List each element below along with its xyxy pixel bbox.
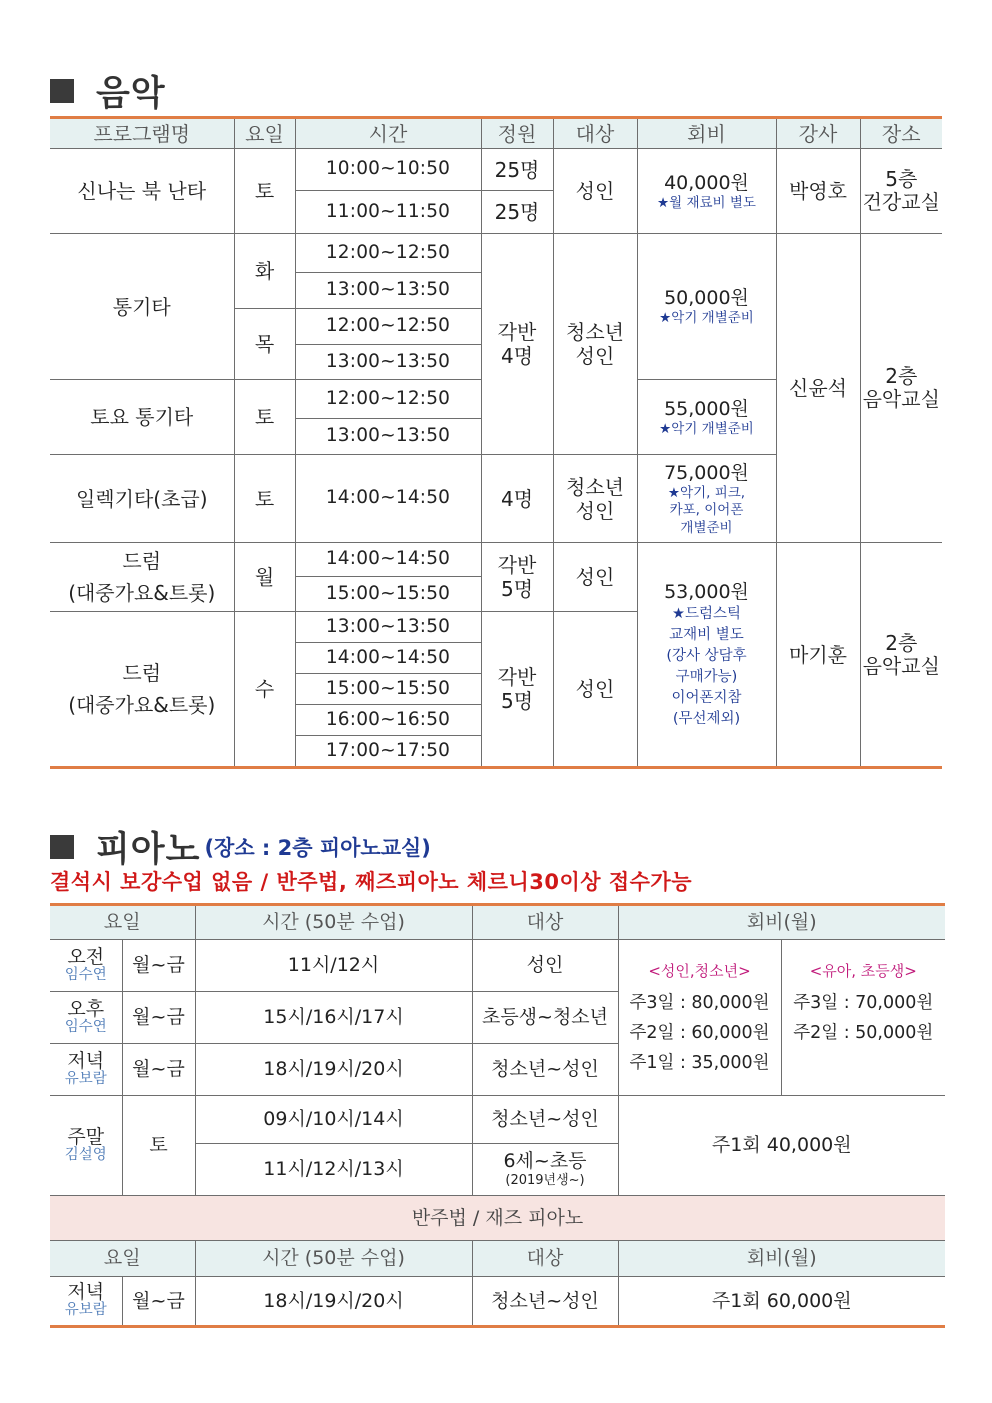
program-day: 토: [234, 380, 295, 455]
jazz-title: 반주법 / 재즈 피아노: [50, 1196, 945, 1241]
program-time: 11:00~11:50: [295, 191, 481, 234]
table-row: [50, 543, 942, 577]
time-cell: 11시/12시/13시: [195, 1144, 472, 1196]
slot-label: 주말: [67, 1125, 105, 1148]
square-bullet-icon: [50, 835, 74, 859]
jazz-header-row: [50, 1241, 945, 1277]
col-header-time: 시간: [295, 118, 481, 149]
fee-note: ★드럼스틱 교재비 별도 (강사 상담후 구매가능) 이어폰지참 (무선제외): [666, 605, 747, 727]
program-name: 일렉기타(초급): [50, 455, 234, 543]
teacher-name: 임수연: [64, 966, 107, 983]
program-teacher: 신윤석: [776, 234, 860, 543]
table-row: [50, 940, 945, 992]
time-cell: 09시/10시/14시: [195, 1096, 472, 1144]
program-capacity: 각반 4명: [481, 234, 553, 455]
program-capacity: 25명: [481, 149, 553, 191]
music-header-row: [50, 118, 942, 149]
piano-heading: 피아노: [96, 830, 201, 870]
teacher-name: 유보람: [64, 1070, 107, 1087]
program-name: 신나는 북 난타: [50, 149, 234, 234]
program-fee: [637, 149, 776, 234]
program-target: 성인: [553, 543, 637, 612]
fee-amount: 53,000원: [664, 581, 749, 604]
target-cell: 초등생~청소년: [472, 992, 618, 1044]
music-heading: 음악: [96, 74, 166, 114]
fee-line: 주1일 : 35,000원: [629, 1053, 770, 1074]
col-header-day: 요일: [50, 905, 195, 940]
jazz-title-row: [50, 1196, 945, 1241]
fee-group-prices: [619, 988, 781, 1078]
program-teacher: 박영호: [776, 149, 860, 234]
program-capacity: 각반 5명: [481, 612, 553, 768]
col-header-fee: 회비: [637, 118, 776, 149]
program-time: 13:00~13:50: [295, 419, 481, 455]
col-header-target: 대상: [553, 118, 637, 149]
program-place: 2층 음악교실: [860, 543, 942, 768]
table-row: [50, 149, 942, 191]
program-time: 13:00~13:50: [295, 273, 481, 309]
fee-group-label: <유아, 초등생>: [809, 962, 917, 980]
program-fee: [637, 543, 776, 768]
program-time: 13:00~13:50: [295, 612, 481, 643]
program-time: 12:00~12:50: [295, 234, 481, 273]
fee-group-adult: [618, 940, 781, 1096]
program-time: 16:00~16:50: [295, 705, 481, 736]
program-place: 5층 건강교실: [860, 149, 942, 234]
program-day: 목: [234, 309, 295, 380]
days-cell: 월~금: [122, 1044, 195, 1096]
fee-note: ★월 재료비 별도: [657, 194, 756, 211]
program-time: 13:00~13:50: [295, 345, 481, 380]
program-fee: [637, 455, 776, 543]
program-time: 15:00~15:50: [295, 577, 481, 612]
program-name: 통기타: [50, 234, 234, 380]
program-capacity: 4명: [481, 455, 553, 543]
program-target: 청소년 성인: [553, 234, 637, 455]
program-place: 2층 음악교실: [860, 234, 942, 543]
teacher-name: 임수연: [64, 1018, 107, 1035]
col-header-day: 요일: [50, 1241, 195, 1277]
col-header-time: 시간 (50분 수업): [195, 905, 472, 940]
teacher-name: 유보람: [64, 1302, 107, 1319]
fee-line: 주3일 : 80,000원: [629, 993, 770, 1013]
program-time: 14:00~14:50: [295, 455, 481, 543]
target-cell: [472, 1144, 618, 1196]
program-day: 수: [234, 612, 295, 768]
fee-amount: 40,000원: [664, 171, 749, 194]
program-time: 10:00~10:50: [295, 149, 481, 191]
time-cell: 18시/19시/20시: [195, 1044, 472, 1096]
fee-line: 주2일 : 50,000원: [793, 1023, 934, 1044]
target-label: 6세~초등: [503, 1150, 587, 1173]
fee-note: ★악기, 피크, 카포, 이어폰 개별준비: [667, 485, 746, 536]
slot-cell: [50, 992, 122, 1044]
fee-amount: 50,000원: [664, 287, 749, 310]
program-time: 17:00~17:50: [295, 736, 481, 768]
program-day: 토: [234, 455, 295, 543]
slot-cell: [50, 1044, 122, 1096]
slot-cell: [50, 1277, 122, 1327]
program-time: 14:00~14:50: [295, 543, 481, 577]
program-capacity: 25명: [481, 191, 553, 234]
program-name: 드럼 (대중가요&트롯): [50, 543, 234, 612]
program-target: 성인: [553, 149, 637, 234]
target-cell: 청소년~성인: [472, 1044, 618, 1096]
fee-cell: 주1회 60,000원: [618, 1277, 945, 1327]
program-fee: [637, 234, 776, 380]
program-target: 성인: [553, 612, 637, 768]
music-schedule-table: [50, 116, 942, 769]
fee-amount: 55,000원: [664, 397, 749, 420]
teacher-name: 김설영: [64, 1146, 107, 1163]
program-target: 청소년 성인: [553, 455, 637, 543]
slot-cell: [50, 940, 122, 992]
time-cell: 15시/16시/17시: [195, 992, 472, 1044]
target-cell: 청소년~성인: [472, 1096, 618, 1144]
fee-note: ★악기 개별준비: [659, 420, 754, 437]
col-header-program: 프로그램명: [50, 118, 234, 149]
weekend-fee: 주1회 40,000원: [618, 1096, 945, 1196]
col-header-teacher: 강사: [776, 118, 860, 149]
music-section-title: [50, 66, 166, 116]
fee-group-label: <성인,청소년>: [648, 962, 751, 980]
fee-line: 주2일 : 60,000원: [629, 1023, 770, 1044]
target-note: (2019년생~): [505, 1173, 585, 1189]
program-name: 드럼 (대중가요&트롯): [50, 612, 234, 768]
col-header-day: 요일: [234, 118, 295, 149]
col-header-time: 시간 (50분 수업): [195, 1241, 472, 1277]
program-name: 토요 통기타: [50, 380, 234, 455]
piano-schedule-table: [50, 903, 945, 1328]
table-row: [50, 1096, 945, 1144]
table-row: [50, 1277, 945, 1327]
col-header-capacity: 정원: [481, 118, 553, 149]
program-fee: [637, 380, 776, 455]
program-time: 15:00~15:50: [295, 674, 481, 705]
days-cell: 토: [122, 1096, 195, 1196]
program-time: 12:00~12:50: [295, 380, 481, 419]
fee-group-child: [781, 940, 945, 1096]
program-time: 12:00~12:50: [295, 309, 481, 345]
fee-group-prices: [782, 988, 946, 1048]
slot-cell: [50, 1096, 122, 1196]
time-cell: 18시/19시/20시: [195, 1277, 472, 1327]
piano-place: (장소 : 2층 피아노교실): [204, 836, 431, 860]
slot-label: 저녁: [67, 1281, 105, 1304]
piano-section-title: [50, 822, 431, 872]
time-cell: 11시/12시: [195, 940, 472, 992]
piano-header-row: [50, 905, 945, 940]
slot-label: 오전: [67, 945, 105, 968]
col-header-fee: 회비(월): [618, 905, 945, 940]
slot-label: 오후: [67, 997, 105, 1020]
days-cell: 월~금: [122, 1277, 195, 1327]
days-cell: 월~금: [122, 992, 195, 1044]
program-day: 월: [234, 543, 295, 612]
program-day: 화: [234, 234, 295, 309]
square-bullet-icon: [50, 79, 74, 103]
col-header-fee: 회비(월): [618, 1241, 945, 1277]
program-capacity: 각반 5명: [481, 543, 553, 612]
days-cell: 월~금: [122, 940, 195, 992]
col-header-place: 장소: [860, 118, 942, 149]
program-day: 토: [234, 149, 295, 234]
program-time: 14:00~14:50: [295, 643, 481, 674]
fee-amount: 75,000원: [664, 462, 749, 485]
col-header-target: 대상: [472, 1241, 618, 1277]
col-header-target: 대상: [472, 905, 618, 940]
target-cell: 성인: [472, 940, 618, 992]
program-teacher: 마기훈: [776, 543, 860, 768]
fee-note: ★악기 개별준비: [659, 310, 754, 327]
piano-notice: 결석시 보강수업 없음 / 반주법, 째즈피아노 체르니30이상 접수가능: [50, 870, 692, 894]
target-cell: 청소년~성인: [472, 1277, 618, 1327]
table-row: [50, 234, 942, 273]
slot-label: 저녁: [67, 1049, 105, 1072]
fee-line: 주3일 : 70,000원: [793, 993, 934, 1013]
